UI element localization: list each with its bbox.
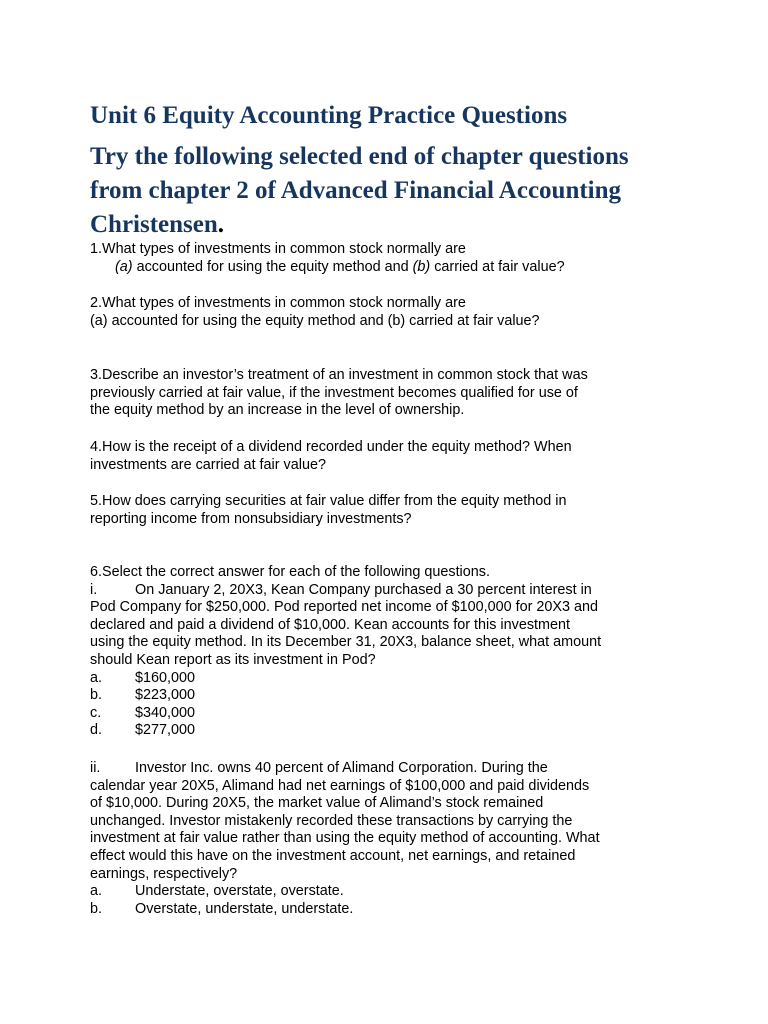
option-text: Overstate, understate, understate. xyxy=(135,900,354,917)
question-text: Pod Company for $250,000. Pod reported net income of $100,000 for 20X3 and xyxy=(90,599,599,616)
question-text: 3.Describe an investor’s treatment of an investment in common stock that was xyxy=(90,367,588,383)
question-2 xyxy=(90,295,690,330)
question-text: accounted for using the equity method and xyxy=(132,258,413,275)
answer-option xyxy=(90,687,690,705)
subquestion-i xyxy=(90,582,690,600)
question-text: effect would this have on the investment account, net earnings, and retained xyxy=(90,847,576,864)
option-label: c. xyxy=(90,704,102,721)
option-text: $277,000 xyxy=(135,722,196,739)
question-text: 2.What types of investments in common stock normally are xyxy=(90,295,466,311)
answer-option xyxy=(90,901,690,919)
question-text: calendar year 20X5, Alimand had net earnings of $100,000 and paid dividends xyxy=(90,777,590,794)
question-text: (a) accounted for using the equity method and (b) carried at fair value? xyxy=(90,312,540,329)
question-text: 5.How does carrying securities at fair value differ from the equity method in xyxy=(90,493,567,509)
question-text xyxy=(90,760,690,778)
answer-option xyxy=(90,705,690,723)
question-text: carried at fair value? xyxy=(430,258,565,275)
question-1 xyxy=(90,241,690,276)
question-text: investments are carried at fair value? xyxy=(90,456,326,473)
answer-option xyxy=(90,670,690,688)
question-text: should Kean report as its investment in Pod? xyxy=(90,651,376,668)
subtitle-line xyxy=(90,208,629,242)
option-label: a. xyxy=(90,883,103,900)
question-text: previously carried at fair value, if the investment becomes qualified for use of xyxy=(90,384,578,401)
question-text: earnings, respectively? xyxy=(90,865,238,882)
option-text: $160,000 xyxy=(135,669,196,686)
subquestion-ii xyxy=(90,760,690,918)
option-label: a. xyxy=(90,669,103,686)
page-subtitle xyxy=(90,140,629,242)
subtitle-author: Christensen xyxy=(90,211,218,238)
option-label: b. xyxy=(90,900,103,917)
question-3 xyxy=(90,367,690,420)
question-text: 1.What types of investments in common stock normally are xyxy=(90,241,466,257)
question-intro: 6.Select the correct answer for each of the following questions. xyxy=(90,564,490,580)
question-text: Investor Inc. owns 40 percent of Alimand Corporation. During the xyxy=(135,760,548,776)
question-4 xyxy=(90,439,690,474)
option-text: $340,000 xyxy=(135,704,196,721)
question-text: of $10,000. During 20X5, the market value of Alimand’s stock remained xyxy=(90,795,544,812)
question-text: the equity method by an increase in the level of ownership. xyxy=(90,402,465,419)
question-text: unchanged. Investor mistakenly recorded these transactions by carrying the xyxy=(90,812,573,829)
question-text: using the equity method. In its December 31, 20X3, balance sheet, what amount xyxy=(90,634,602,651)
option-text: Understate, overstate, overstate. xyxy=(135,883,344,900)
question-text: On January 2, 20X3, Kean Company purchased a 30 percent interest in xyxy=(135,581,592,598)
part-a-label: (a) xyxy=(115,258,133,275)
roman-numeral: ii. xyxy=(90,760,101,776)
question-6 xyxy=(90,564,690,740)
answer-option xyxy=(90,722,690,740)
question-text: declared and paid a dividend of $10,000. Kean accounts for this investment xyxy=(90,616,571,633)
option-label: d. xyxy=(90,722,103,739)
question-text: 4.How is the receipt of a dividend recorded under the equity method? When xyxy=(90,439,572,455)
subtitle-period: . xyxy=(217,211,225,238)
subtitle-line: Try the following selected end of chapter questions xyxy=(90,143,629,170)
option-text: $223,000 xyxy=(135,687,196,704)
question-text: investment at fair value rather than using the equity method of accounting. What xyxy=(90,830,600,847)
answer-option xyxy=(90,883,690,901)
question-text: reporting income from nonsubsidiary investments? xyxy=(90,510,412,527)
question-5 xyxy=(90,493,690,528)
question-text xyxy=(90,259,690,277)
option-label: b. xyxy=(90,687,103,704)
subtitle-line: from chapter 2 of Advanced Financial Accounting xyxy=(90,177,622,204)
page-title: Unit 6 Equity Accounting Practice Questions xyxy=(90,102,568,129)
roman-numeral: i. xyxy=(90,581,98,598)
part-b-label: (b) xyxy=(412,258,431,275)
